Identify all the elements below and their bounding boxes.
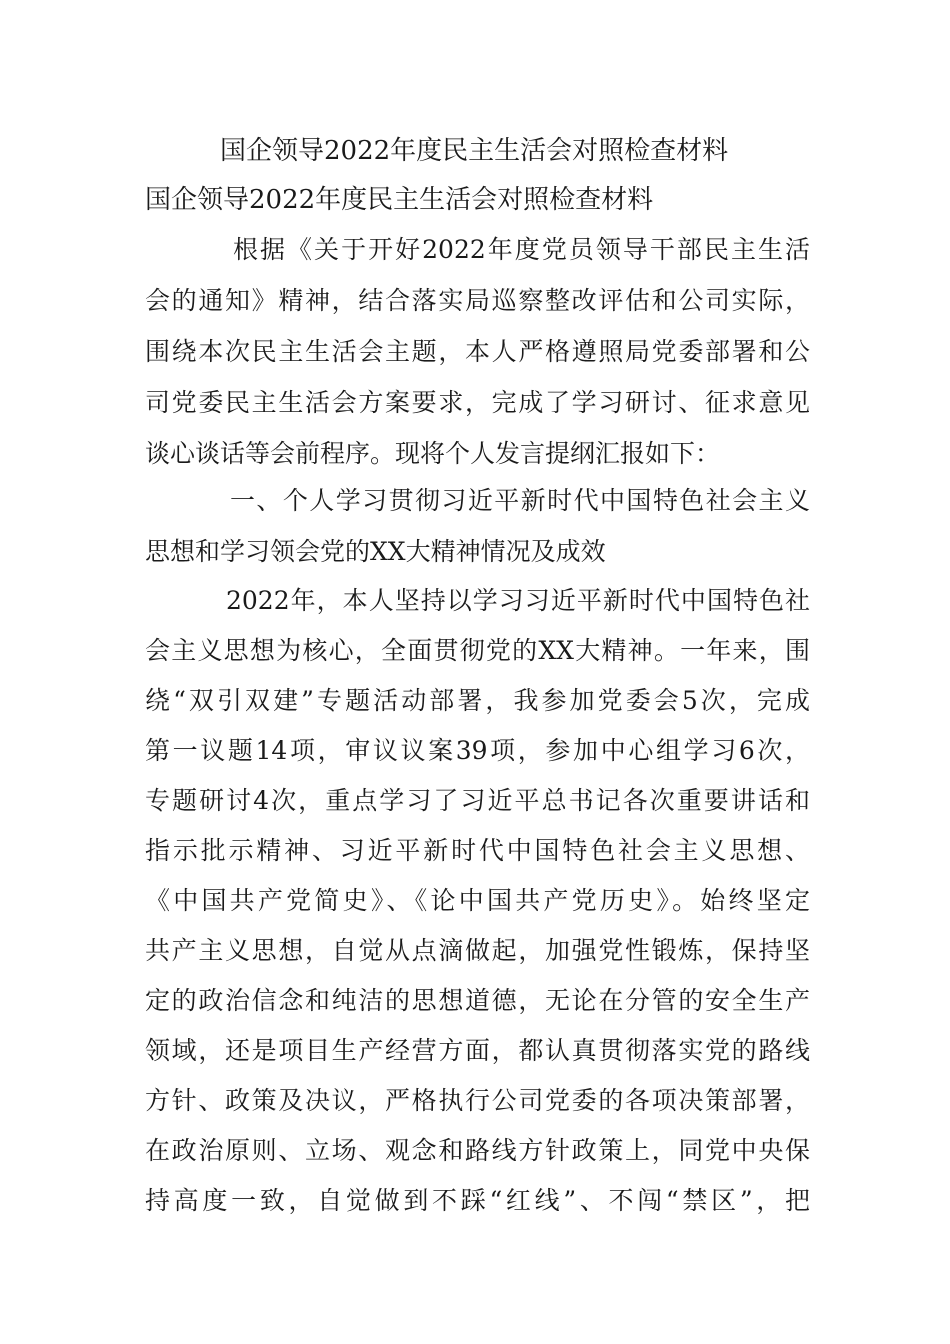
section-heading-line-2: 思想和学习领会党的XX大精神情况及成效	[145, 537, 606, 566]
paragraph-3-line-5: 专题研讨4次，重点学习了习近平总书记各次重要讲话和	[145, 786, 810, 815]
paragraph-3-line-8: 共产主义思想，自觉从点滴做起，加强党性锻炼，保持坚	[145, 936, 810, 965]
document-title: 国企领导2022年度民主生活会对照检查材料	[220, 136, 729, 166]
paragraph-3-line-9: 定的政治信念和纯洁的思想道德，无论在分管的安全生产	[145, 986, 810, 1015]
paragraph-3-line-11: 方针、政策及决议，严格执行公司党委的各项决策部署，	[145, 1086, 810, 1115]
paragraph-3-line-12: 在政治原则、立场、观念和路线方针政策上，同党中央保	[145, 1136, 810, 1165]
paragraph-3-line-1: 2022年，本人坚持以学习习近平新时代中国特色社	[226, 586, 810, 615]
paragraph-3-line-3: 绕“双引双建”专题活动部署，我参加党委会5次，完成	[145, 686, 810, 715]
paragraph-3-line-13: 持高度一致，自觉做到不踩“红线”、不闯“禁区”，把	[145, 1186, 810, 1215]
section-heading-line-1: 一、个人学习贯彻习近平新时代中国特色社会主义	[230, 486, 810, 515]
paragraph-3-line-6: 指示批示精神、习近平新时代中国特色社会主义思想、	[145, 836, 810, 865]
paragraph-1-line-3: 围绕本次民主生活会主题，本人严格遵照局党委部署和公	[145, 337, 810, 366]
paragraph-1-line-4: 司党委民主生活会方案要求，完成了学习研讨、征求意见	[145, 388, 810, 417]
paragraph-3-line-2: 会主义思想为核心，全面贯彻党的XX大精神。一年来，围	[145, 636, 810, 665]
paragraph-3-line-7: 《中国共产党简史》、《论中国共产党历史》。始终坚定	[145, 886, 810, 915]
paragraph-1-line-1: 根据《关于开好2022年度党员领导干部民主生活	[233, 235, 810, 264]
paragraph-1-line-5: 谈心谈话等会前程序。现将个人发言提纲汇报如下：	[145, 439, 721, 468]
paragraph-3-line-10: 领域，还是项目生产经营方面，都认真贯彻落实党的路线	[145, 1036, 810, 1065]
document-subtitle: 国企领导2022年度民主生活会对照检查材料	[145, 185, 654, 215]
paragraph-1-line-2: 会的通知》精神，结合落实局巡察整改评估和公司实际，	[145, 286, 810, 315]
paragraph-3-line-4: 第一议题14项，审议议案39项，参加中心组学习6次，	[145, 736, 810, 765]
